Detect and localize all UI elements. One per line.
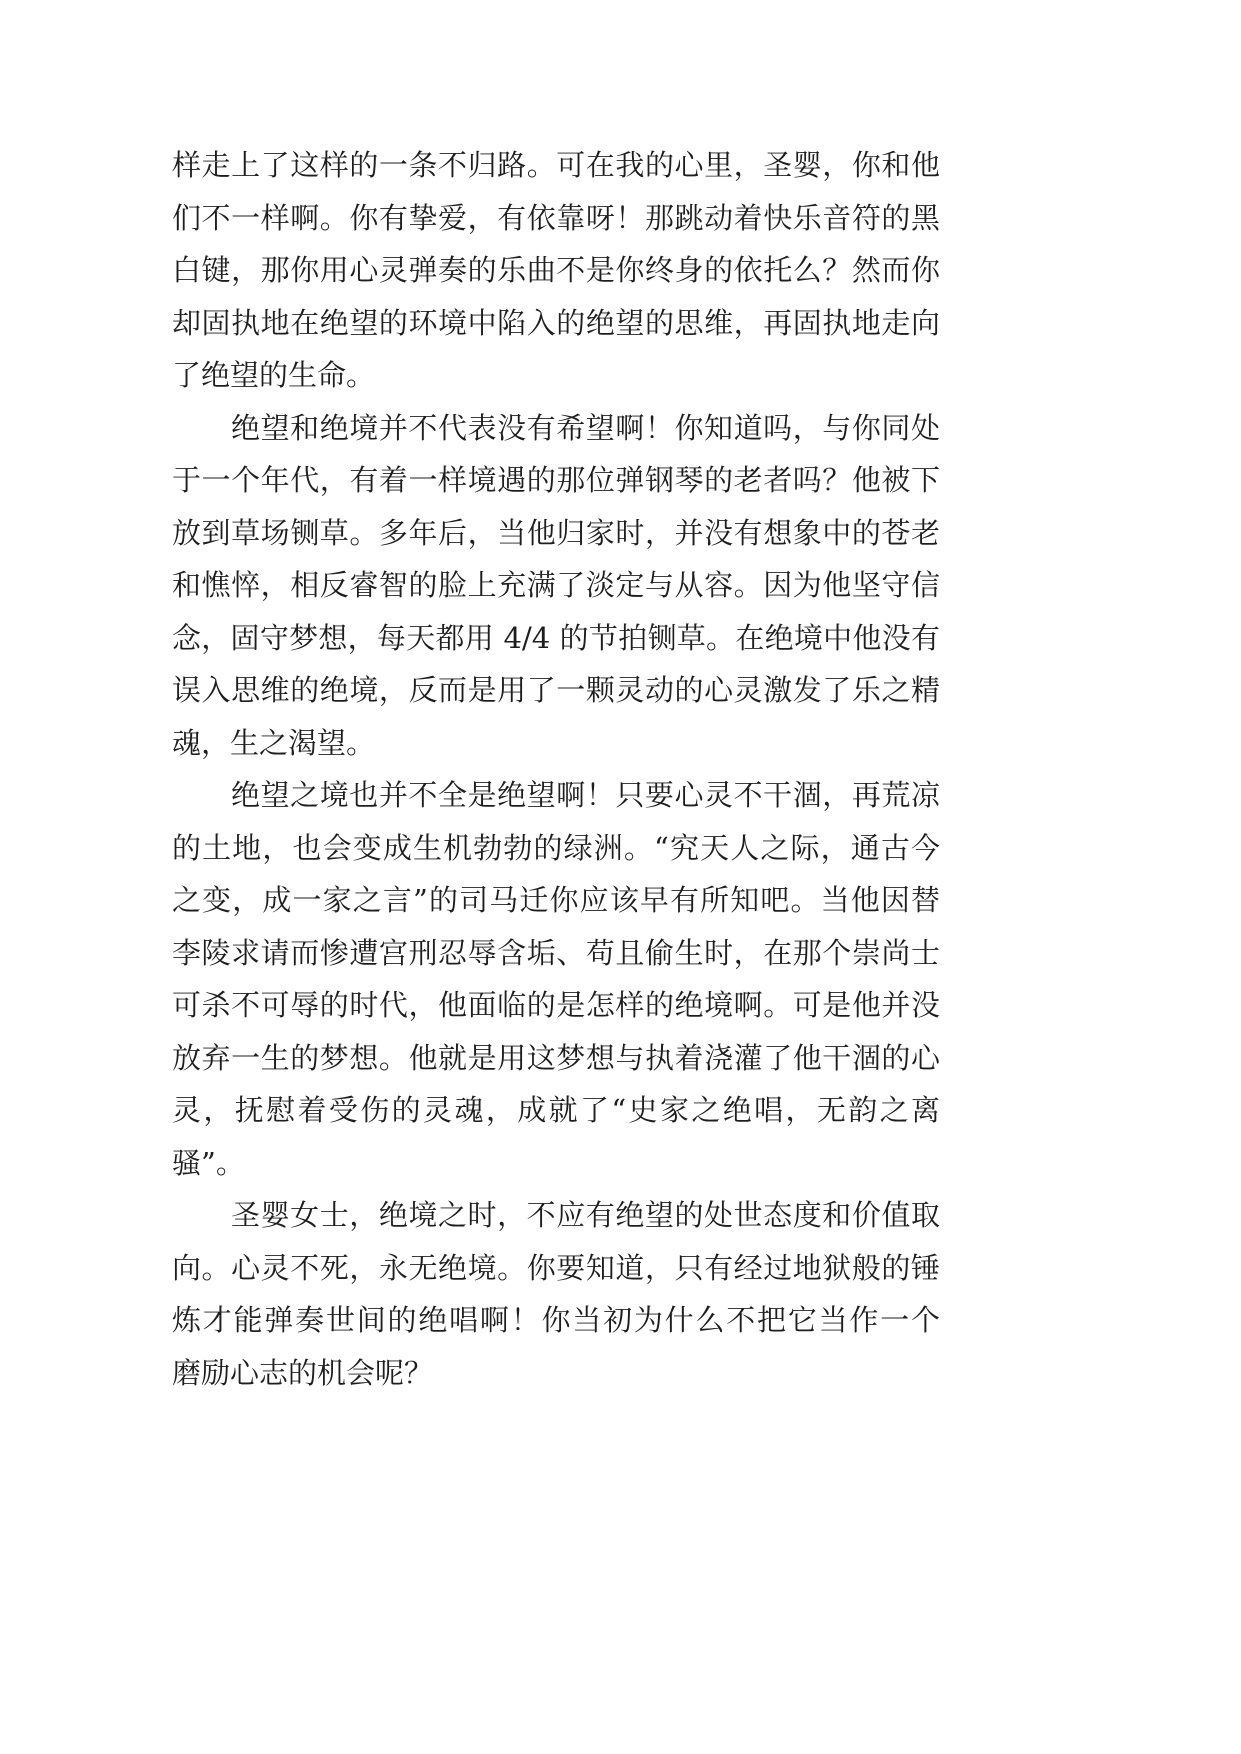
text-line: 的土地，也会变成生机勃勃的绿洲。“究天人之际，通古今 (172, 830, 940, 865)
text-line: 误入思维的绝境，反而是用了一颗灵动的心灵激发了乐之精 (172, 673, 940, 707)
paragraph-1 (172, 139, 940, 402)
text-line: 磨励心志的机会呢？ (172, 1355, 434, 1390)
text-line: 炼才能弹奏世间的绝唱啊！你当初为什么不把它当作一个 (172, 1303, 940, 1337)
text-line: 向。心灵不死，永无绝境。你要知道，只有经过地狱般的锤 (172, 1250, 940, 1285)
document-body (172, 139, 940, 1399)
text-line: 样走上了这样的一条不归路。可在我的心里，圣婴，你和他 (172, 148, 940, 182)
paragraph-4 (172, 1189, 940, 1399)
text-line: 放弃一生的梦想。他就是用这梦想与执着浇灌了他干涸的心 (172, 1040, 940, 1075)
text-line: 白键，那你用心灵弹奏的乐曲不是你终身的依托么？然而你 (172, 253, 940, 287)
text-line: 于一个年代，有着一样境遇的那位弹钢琴的老者吗？他被下 (172, 463, 940, 497)
text-line: 却固执地在绝望的环境中陷入的绝望的思维，再固执地走向 (172, 305, 940, 340)
text-line: 李陵求请而惨遭宫刑忍辱含垢、苟且偷生时，在那个崇尚士 (172, 935, 940, 970)
text-line: 了绝望的生命。 (172, 358, 376, 392)
text-line: 们不一样啊。你有挚爱，有依靠呀！那跳动着快乐音符的黑 (172, 200, 940, 235)
paragraph-3 (172, 769, 940, 1189)
text-line: 念，固守梦想，每天都用 4/4 的节拍铡草。在绝境中他没有 (172, 620, 940, 655)
text-line: 之变，成一家之言”的司马迁你应该早有所知吧。当他因替 (172, 883, 940, 917)
text-line: 放到草场铡草。多年后，当他归家时，并没有想象中的苍老 (172, 515, 940, 550)
text-line: 灵，抚慰着受伤的灵魂，成就了“史家之绝唱，无韵之离 (172, 1093, 940, 1127)
text-line: 圣婴女士，绝境之时，不应有绝望的处世态度和价值取 (231, 1198, 940, 1232)
text-line: 魂，生之渴望。 (172, 725, 376, 760)
text-line: 绝望和绝境并不代表没有希望啊！你知道吗，与你同处 (231, 410, 940, 445)
text-line: 和憔悴，相反睿智的脸上充满了淡定与从容。因为他坚守信 (172, 568, 940, 602)
text-line: 可杀不可辱的时代，他面临的是怎样的绝境啊。可是他并没 (172, 988, 940, 1022)
text-line: 绝望之境也并不全是绝望啊！只要心灵不干涸，再荒凉 (231, 778, 940, 812)
paragraph-2 (172, 402, 940, 770)
text-line: 骚”。 (172, 1145, 245, 1180)
